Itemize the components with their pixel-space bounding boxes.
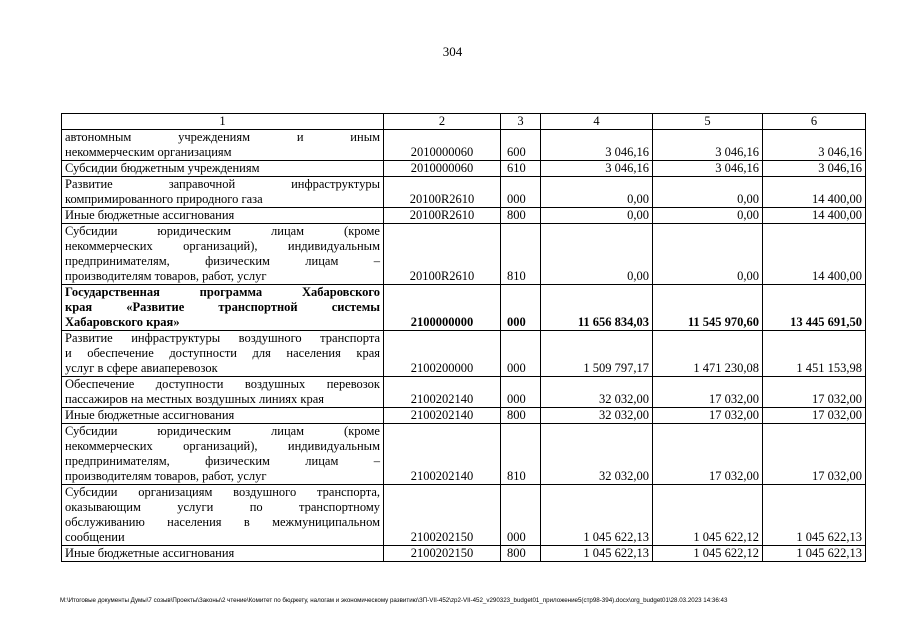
item-name-cell — [62, 546, 384, 562]
amount-col4-cell: 32 032,00 — [541, 424, 653, 485]
amount-col4-cell: 3 046,16 — [541, 130, 653, 161]
amount-col5-cell: 11 545 970,60 — [653, 285, 763, 331]
expense-type-cell: 800 — [501, 546, 541, 562]
expense-type-cell: 000 — [501, 331, 541, 377]
item-name-line: пассажиров на местных воздушных линиях края — [65, 392, 325, 406]
item-name-line: производителям товаров, работ, услуг — [65, 469, 267, 483]
amount-col5-cell: 17 032,00 — [653, 424, 763, 485]
amount-col6-cell: 13 445 691,50 — [763, 285, 866, 331]
expense-type-cell: 000 — [501, 485, 541, 546]
amount-col5-cell: 3 046,16 — [653, 161, 763, 177]
amount-col5-cell: 0,00 — [653, 208, 763, 224]
amount-col5-cell: 3 046,16 — [653, 130, 763, 161]
item-name-line: Субсидии организациям воздушного транспорта, — [65, 485, 380, 499]
amount-col4-cell: 0,00 — [541, 177, 653, 208]
item-name-line: некоммерческим организациям — [65, 145, 232, 159]
table-row — [62, 161, 866, 177]
amount-col6-cell: 1 451 153,98 — [763, 331, 866, 377]
amount-col4-cell: 1 509 797,17 — [541, 331, 653, 377]
expense-type-cell: 800 — [501, 408, 541, 424]
item-name-cell — [62, 161, 384, 177]
item-name-line: услуг в сфере авиаперевозок — [65, 361, 218, 375]
expense-type-cell: 000 — [501, 377, 541, 408]
expense-type-cell: 810 — [501, 224, 541, 285]
column-header: 4 — [541, 114, 653, 130]
item-name-cell — [62, 177, 384, 208]
amount-col6-cell: 14 400,00 — [763, 177, 866, 208]
amount-col6-cell: 3 046,16 — [763, 130, 866, 161]
item-name-line: некоммерческих организаций), индивидуальным — [65, 239, 380, 253]
table-row — [62, 546, 866, 562]
amount-col5-cell: 0,00 — [653, 224, 763, 285]
table-row — [62, 285, 866, 331]
amount-col6-cell: 17 032,00 — [763, 424, 866, 485]
amount-col6-cell: 3 046,16 — [763, 161, 866, 177]
table-row — [62, 224, 866, 285]
item-name-line: Иные бюджетные ассигнования — [65, 546, 235, 560]
amount-col5-cell: 1 045 622,12 — [653, 485, 763, 546]
budget-code-cell: 20100R2610 — [384, 208, 501, 224]
item-name-cell — [62, 408, 384, 424]
amount-col5-cell: 17 032,00 — [653, 377, 763, 408]
page-number: 304 — [442, 44, 463, 59]
item-name-line: Обеспечение доступности воздушных перевозок — [65, 377, 380, 391]
item-name-cell — [62, 285, 384, 331]
amount-col4-cell: 1 045 622,13 — [541, 485, 653, 546]
amount-col4-cell: 32 032,00 — [541, 377, 653, 408]
item-name-cell — [62, 377, 384, 408]
table-row — [62, 408, 866, 424]
budget-code-cell: 2100202140 — [384, 408, 501, 424]
budget-code-cell: 2100202150 — [384, 546, 501, 562]
table-row — [62, 208, 866, 224]
expense-type-cell: 000 — [501, 285, 541, 331]
amount-col6-cell: 1 045 622,13 — [763, 546, 866, 562]
expense-type-cell: 610 — [501, 161, 541, 177]
column-header: 2 — [384, 114, 501, 130]
amount-col4-cell: 11 656 834,03 — [541, 285, 653, 331]
table-row — [62, 130, 866, 161]
amount-col4-cell: 32 032,00 — [541, 408, 653, 424]
item-name-line: Государственная программа Хабаровского — [65, 285, 380, 299]
item-name-line: Субсидии юридическим лицам (кроме — [65, 424, 380, 438]
item-name-line: края «Развитие транспортной системы — [65, 300, 380, 314]
amount-col4-cell: 3 046,16 — [541, 161, 653, 177]
item-name-cell — [62, 424, 384, 485]
table-row — [62, 331, 866, 377]
amount-col5-cell: 1 471 230,08 — [653, 331, 763, 377]
item-name-line: оказывающим услуги по транспортному — [65, 500, 380, 514]
item-name-line: Развитие заправочной инфраструктуры — [65, 177, 380, 191]
amount-col6-cell: 17 032,00 — [763, 377, 866, 408]
item-name-line: Развитие инфраструктуры воздушного транспорта — [65, 331, 380, 345]
amount-col6-cell: 14 400,00 — [763, 208, 866, 224]
budget-code-cell: 2100202140 — [384, 424, 501, 485]
amount-col4-cell: 1 045 622,13 — [541, 546, 653, 562]
item-name-line: Иные бюджетные ассигнования — [65, 408, 235, 422]
table-header-row — [62, 114, 866, 130]
amount-col5-cell: 17 032,00 — [653, 408, 763, 424]
budget-code-cell: 2100000000 — [384, 285, 501, 331]
item-name-line: сообщении — [65, 530, 125, 544]
amount-col6-cell: 17 032,00 — [763, 408, 866, 424]
item-name-line: производителям товаров, работ, услуг — [65, 269, 267, 283]
expense-type-cell: 000 — [501, 177, 541, 208]
item-name-line: обслуживанию населения в межмуниципальном — [65, 515, 380, 529]
amount-col4-cell: 0,00 — [541, 224, 653, 285]
budget-code-cell: 2100202140 — [384, 377, 501, 408]
item-name-line: предпринимателям, физическим лицам – — [65, 254, 380, 268]
column-header: 5 — [653, 114, 763, 130]
item-name-line: автономным учреждениям и иным — [65, 130, 380, 144]
amount-col6-cell: 1 045 622,13 — [763, 485, 866, 546]
budget-code-cell: 2010000060 — [384, 130, 501, 161]
budget-code-cell: 2010000060 — [384, 161, 501, 177]
amount-col5-cell: 1 045 622,12 — [653, 546, 763, 562]
amount-col6-cell: 14 400,00 — [763, 224, 866, 285]
item-name-cell — [62, 208, 384, 224]
expense-type-cell: 600 — [501, 130, 541, 161]
item-name-line: Субсидии юридическим лицам (кроме — [65, 224, 380, 238]
budget-code-cell: 20100R2610 — [384, 177, 501, 208]
column-header: 3 — [501, 114, 541, 130]
item-name-cell — [62, 485, 384, 546]
budget-code-cell: 2100202150 — [384, 485, 501, 546]
table-row — [62, 424, 866, 485]
item-name-cell — [62, 331, 384, 377]
budget-code-cell: 20100R2610 — [384, 224, 501, 285]
budget-code-cell: 2100200000 — [384, 331, 501, 377]
item-name-line: Хабаровского края» — [65, 315, 180, 329]
table-row — [62, 485, 866, 546]
item-name-line: компримированного природного газа — [65, 192, 263, 206]
table-row — [62, 377, 866, 408]
item-name-line: и обеспечение доступности для населения края — [65, 346, 380, 360]
item-name-line: некоммерческих организаций), индивидуальным — [65, 439, 380, 453]
item-name-line: Иные бюджетные ассигнования — [65, 208, 235, 222]
item-name-cell — [62, 130, 384, 161]
expense-type-cell: 800 — [501, 208, 541, 224]
column-header: 6 — [763, 114, 866, 130]
expense-type-cell: 810 — [501, 424, 541, 485]
table-row — [62, 177, 866, 208]
amount-col5-cell: 0,00 — [653, 177, 763, 208]
budget-table — [61, 113, 866, 562]
item-name-line: Субсидии бюджетным учреждениям — [65, 161, 260, 175]
item-name-line: предпринимателям, физическим лицам – — [65, 454, 380, 468]
amount-col4-cell: 0,00 — [541, 208, 653, 224]
column-header: 1 — [62, 114, 384, 130]
item-name-cell — [62, 224, 384, 285]
file-path-footer: M:\Итоговые документы Думы\7 созыв\Проекты\Законы\2 чтение\Комитет по бюджету, налогам и экономическому развитию\ЗП-VII-452\zp2-VII-452_v290323_budget01_приложение5(стр98-394).docx\org_budget01\28.03.2023 14:36:43 — [60, 597, 728, 604]
